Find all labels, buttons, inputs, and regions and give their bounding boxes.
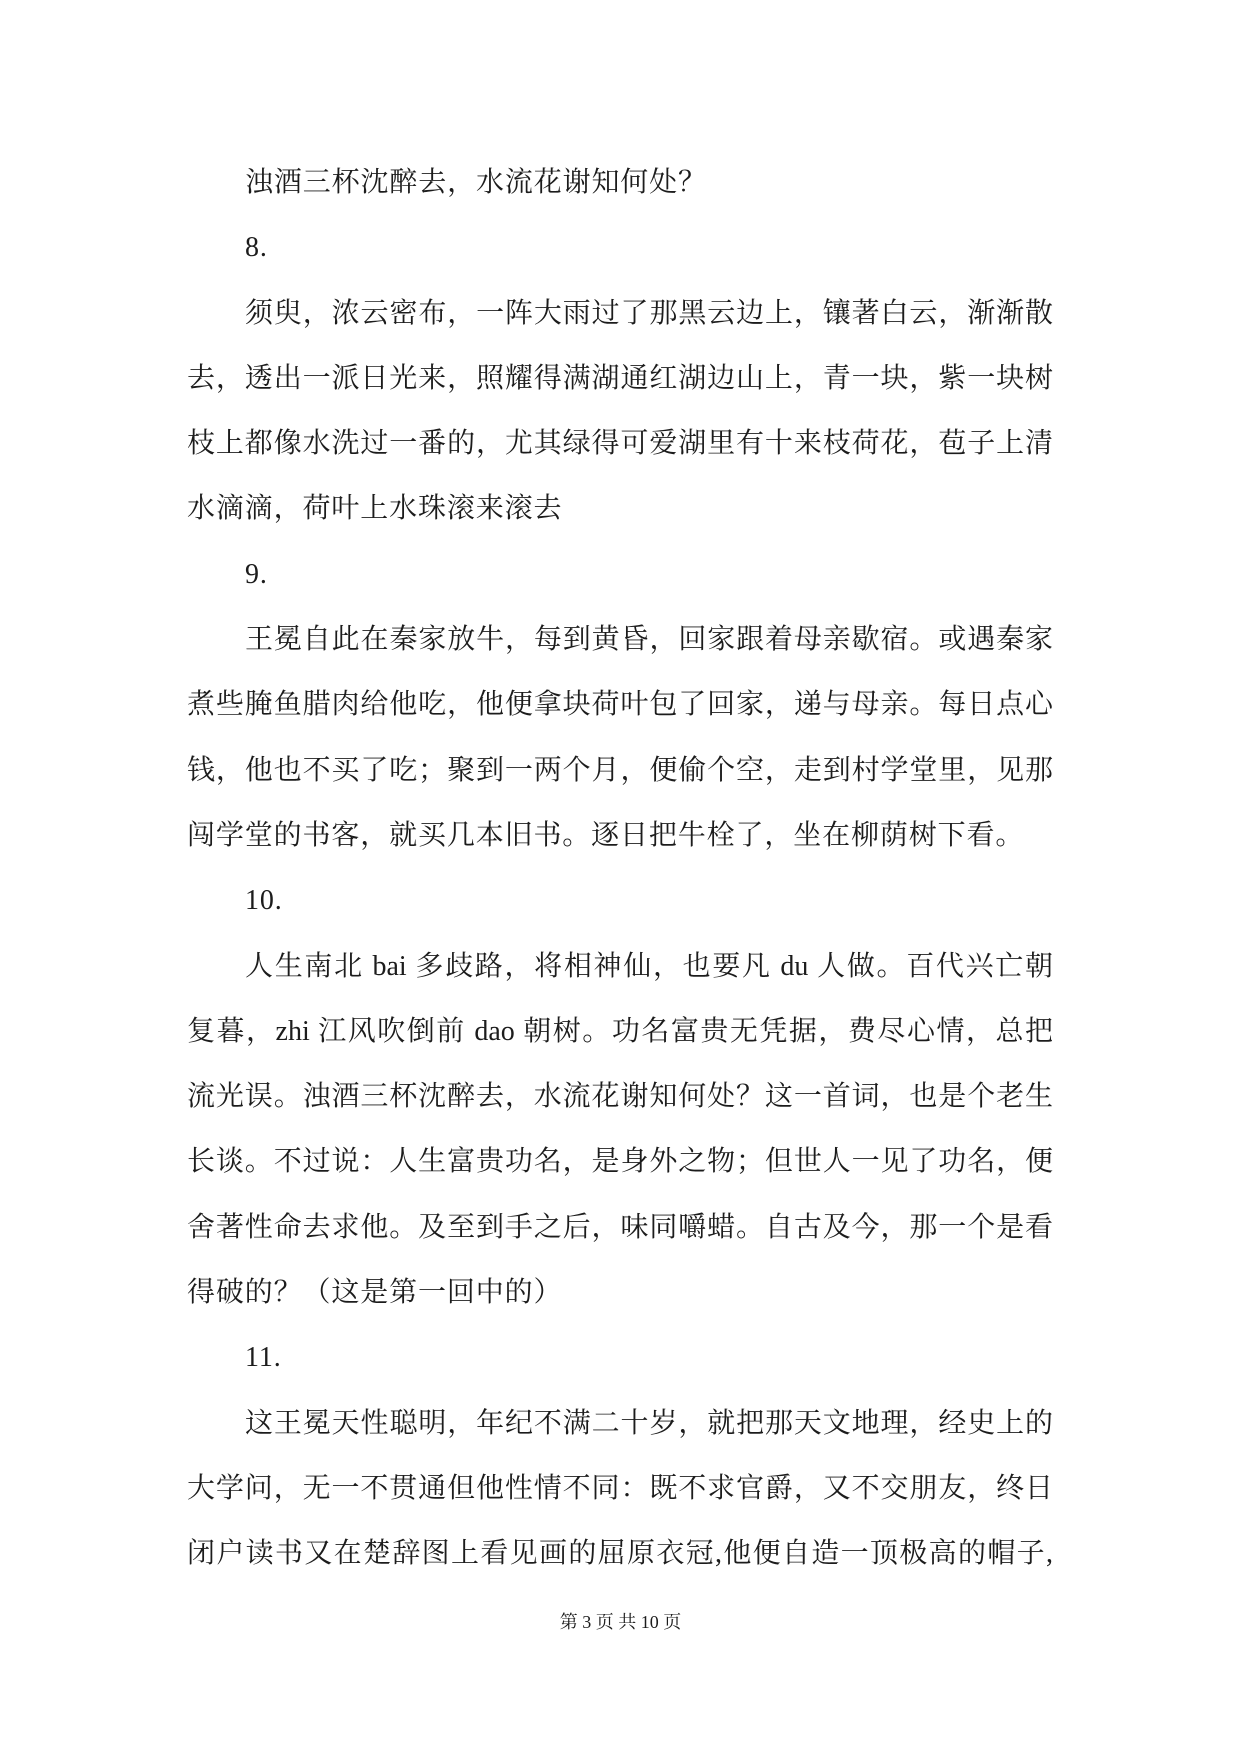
text-line: 枝上都像水洗过一番的，尤其绿得可爱湖里有十来枝荷花，苞子上清 (187, 428, 1053, 460)
text-line: 复暮，zhi 江风吹倒前 dao 朝树。功名富贵无凭据，费尽心情，总把 (187, 1015, 1053, 1047)
section-number-label: 8. (245, 232, 268, 264)
text-line: 闭户读书又在楚辞图上看见画的屈原衣冠,他便自造一顶极高的帽子, (187, 1538, 1053, 1570)
section-number (187, 542, 1053, 607)
text-line: 流光误。浊酒三杯沈醉去，水流花谢知何处？这一首词，也是个老生 (187, 1081, 1053, 1113)
document-body (187, 150, 1053, 1587)
paragraph (187, 607, 1053, 868)
text-line: 去，透出一派日光来，照耀得满湖通红湖边山上，青一块，紫一块树 (187, 362, 1053, 394)
text-line: 闯学堂的书客，就买几本旧书。逐日把牛栓了，坐在柳荫树下看。 (187, 819, 1025, 851)
page-footer: 第 3 页 共 10 页 (559, 1612, 682, 1632)
section-number (187, 1325, 1053, 1390)
paragraph (187, 281, 1053, 542)
text-line: 大学问，无一不贯通但他性情不同：既不求官爵，又不交朋友，终日 (187, 1472, 1053, 1504)
paragraph (187, 1391, 1053, 1587)
text-line: 钱，他也不买了吃；聚到一两个月，便偷个空，走到村学堂里，见那 (187, 754, 1053, 786)
text-line: 长谈。不过说：人生富贵功名，是身外之物；但世人一见了功名，便 (187, 1146, 1053, 1178)
text-line: 舍著性命去求他。及至到手之后，味同嚼蜡。自古及今，那一个是看 (187, 1211, 1053, 1243)
section-number (187, 868, 1053, 933)
text-line: 这王冕天性聪明，年纪不满二十岁，就把那天文地理，经史上的 (245, 1407, 1053, 1439)
text-line: 人生南北 bai 多歧路，将相神仙，也要凡 du 人做。百代兴亡朝 (245, 950, 1053, 982)
section-number-label: 10. (245, 885, 283, 917)
paragraph (187, 934, 1053, 1326)
section-number (187, 215, 1053, 280)
section-number-label: 11. (245, 1342, 282, 1374)
text-line: 得破的？（这是第一回中的） (187, 1277, 563, 1309)
text-line: 王冕自此在秦家放牛，每到黄昏，回家跟着母亲歇宿。或遇秦家 (245, 624, 1053, 656)
section-number-label: 9. (245, 558, 268, 590)
text-line: 须臾，浓云密布，一阵大雨过了那黑云边上，镶著白云，渐渐散 (245, 297, 1053, 329)
text-line: 浊酒三杯沈醉去，水流花谢知何处？ (245, 167, 707, 198)
text-line: 水滴滴，荷叶上水珠滚来滚去 (187, 493, 563, 525)
text-line: 煮些腌鱼腊肉给他吃，他便拿块荷叶包了回家，递与母亲。每日点心 (187, 689, 1053, 721)
paragraph (187, 150, 1053, 215)
